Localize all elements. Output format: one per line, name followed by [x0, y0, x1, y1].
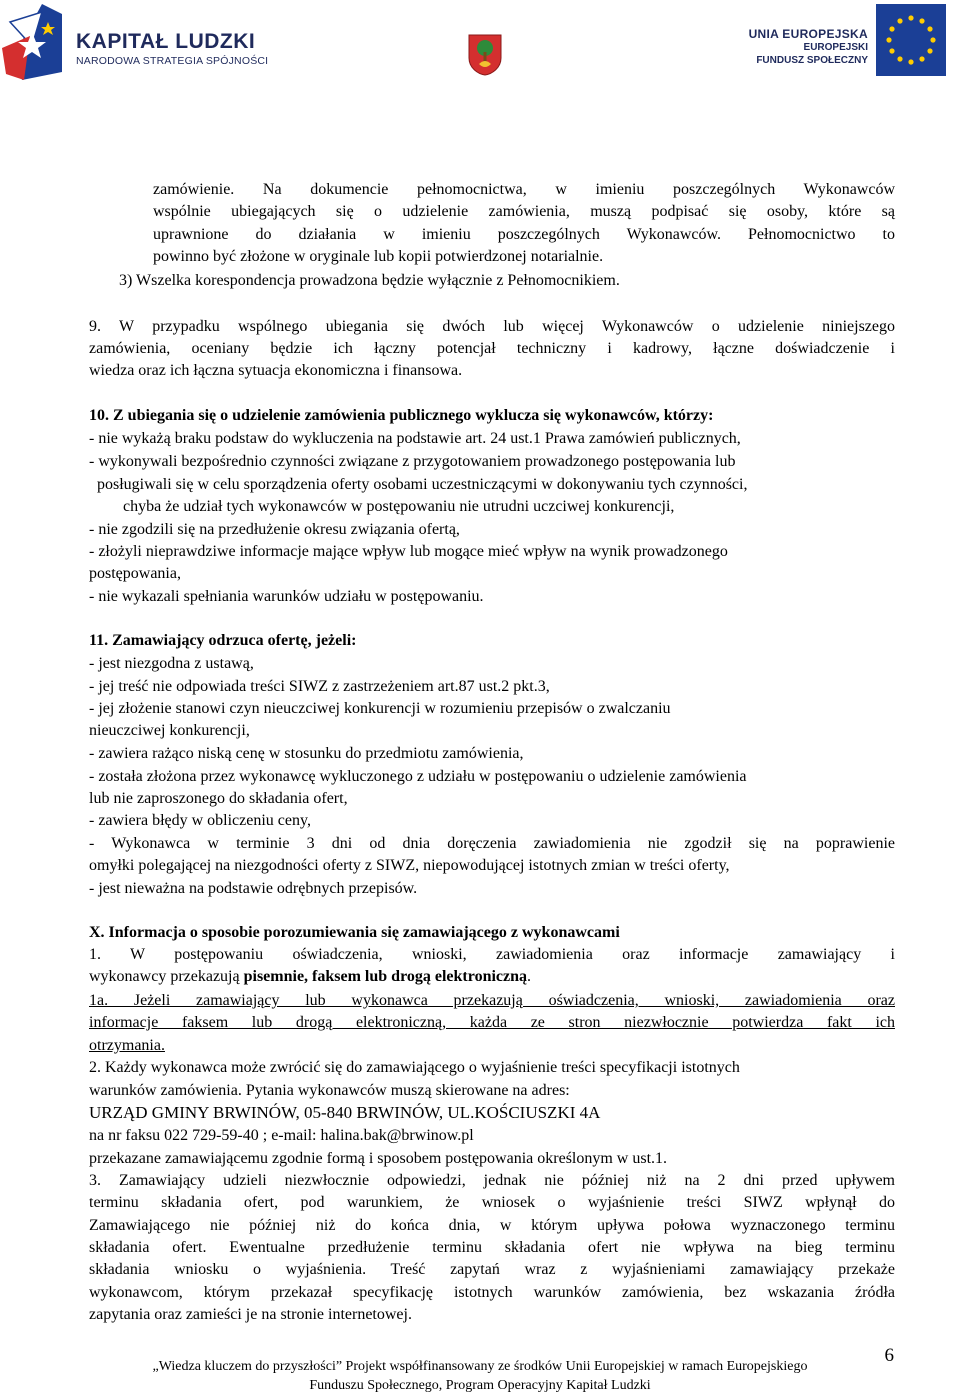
page-number: 6 — [884, 1345, 894, 1366]
kapital-ludzki-subtitle: NARODOWA STRATEGIA SPÓJNOŚCI — [76, 55, 269, 67]
s11-line-10: omyłki polegającej na niezgodności oferty z SIWZ, niepowodującej istotnych zmian w treści oferty, — [89, 857, 730, 874]
sX-p2-line-1: 2. Każdy wykonawca może zwrócić się do zamawiającego o wyjaśnienie treści specyfikacji istotnych — [89, 1059, 740, 1076]
sX-p1-line-2 — [89, 966, 531, 988]
s10-line-5: - nie zgodzili się na przedłużenie okresu związania ofertą, — [89, 521, 460, 538]
s10-heading: 10. Z ubiegania się o udzielenie zamówienia publicznego wyklucza się wykonawców, którzy: — [89, 407, 714, 424]
sX-p3-line-2: terminu składania ofert, pod warunkiem, że wniosek o wyjaśnienie treści SIWZ wpłynął do — [89, 1194, 895, 1211]
s11-line-6: - została złożona przez wykonawcę wykluczonego z udziału w postępowaniu o udzielenie zamówienia — [89, 768, 747, 785]
sX-p1-line-2-a: wykonawcy przekazują — [89, 968, 244, 985]
s9-line-3: wiedza oraz ich łączna sytuacja ekonomiczna i finansowa. — [89, 362, 463, 379]
s9-line-1: 9. W przypadku wspólnego ubiegania się dwóch lub więcej Wykonawców o udzielenie niniejszego — [89, 318, 895, 335]
eu-line2: EUROPEJSKI — [803, 42, 868, 53]
s10-line-2: - wykonywali bezpośrednio czynności związane z przygotowaniem prowadzonego postępowania lub — [89, 453, 736, 470]
sX-heading: X. Informacja o sposobie porozumiewania się zamawiającego z wykonawcami — [89, 924, 620, 941]
s11-line-4: nieuczciwej konkurencji, — [89, 722, 250, 739]
s10-line-7: postępowania, — [89, 565, 181, 582]
sX-p1a-line-3: otrzymania. — [89, 1037, 165, 1054]
sX-p3-line-3: Zamawiającego nie później niż do końca dnia, w którym upływa połowa wyznaczonego terminu — [89, 1217, 895, 1234]
intro-line-5: 3) Wszelka korespondencja prowadzona będzie wyłącznie z Pełnomocnikiem. — [119, 272, 620, 289]
s11-line-11: - jest nieważna na podstawie odrębnych przepisów. — [89, 880, 418, 897]
sX-p2-line-2: warunków zamówienia. Pytania wykonawców muszą skierowane na adres: — [89, 1082, 570, 1099]
sX-p1-line-2-c: . — [527, 968, 532, 985]
s10-line-6: - złożyli nieprawdziwe informacje mające wpływ lub mogące mieć wpływ na wynik prowadzonego — [89, 543, 728, 560]
s10-line-1: - nie wykażą braku podstaw do wykluczenia na podstawie art. 24 ust.1 Prawa zamówień publicznych, — [89, 430, 741, 447]
sX-p1a-line-2: informacje faksem lub drogą elektroniczną, każda ze stron niezwłocznie potwierdza fakt ich — [89, 1014, 895, 1031]
footer-line-1: „Wiedza kluczem do przyszłości” Projekt współfinansowany ze środków Unii Europejskiej w ramach Europejskiego — [152, 1359, 808, 1374]
eu-fund-text — [749, 28, 868, 67]
sX-p3-line-7: zapytania oraz zamieści je na stronie internetowej. — [89, 1306, 412, 1323]
sX-p1-line-2-bold: pisemnie, faksem lub drogą elektroniczną — [243, 968, 528, 985]
intro-line-4: powinno być złożone w oryginale lub kopii potwierdzonej notarialnie. — [153, 248, 604, 265]
eu-title: UNIA EUROPEJSKA — [748, 27, 868, 41]
intro-line-1: zamówienie. Na dokumencie pełnomocnictwa, w imieniu poszczególnych Wykonawców — [153, 181, 895, 198]
page-header — [0, 0, 960, 85]
kapital-ludzki-logo-icon — [2, 2, 64, 82]
sX-p2-line-5: przekazane zamawiającemu zgodnie formą i sposobem postępowania określonym w ust.1. — [89, 1150, 668, 1167]
sX-p3-line-6: wykonawcom, którym przekazał specyfikację istotnych warunków zamówienia, bez wskazania źródła — [89, 1284, 895, 1301]
sX-p3-line-5: składania wniosku o wyjaśnienia. Treść zapytań wraz z wyjaśnieniami zamawiający przekaże — [89, 1261, 895, 1278]
sX-p2-contact: na nr faksu 022 729-59-40 ; e-mail: halina.bak@brwinow.pl — [89, 1127, 474, 1144]
s11-line-8: - zawiera błędy w obliczeniu ceny, — [89, 812, 311, 829]
s10-line-8: - nie wykazali spełniania warunków udziału w postępowaniu. — [89, 588, 484, 605]
intro-line-3: uprawnione do działania w imieniu poszczególnych Wykonawców. Pełnomocnictwo to — [153, 226, 895, 243]
s10-line-3: posługiwali się w celu sporządzenia oferty osobami uczestniczącymi w dokonywaniu tych czynności, — [97, 476, 748, 493]
footer-line-2: Funduszu Społecznego, Program Operacyjny Kapitał Ludzki — [309, 1378, 651, 1393]
sX-p1a-line-1: 1a. Jeżeli zamawiający lub wykonawca przekazują oświadczenia, wnioski, zawiadomienia oraz — [89, 992, 895, 1009]
s11-line-3: - jej złożenie stanowi czyn nieuczciwej konkurencji w rozumieniu przepisów o zwalczaniu — [89, 700, 671, 717]
s11-line-5: - zawiera rażąco niską cenę w stosunku do przedmiotu zamówienia, — [89, 745, 524, 762]
s9-line-2: zamówienia, oceniany będzie ich łączny potencjał techniczny i kadrowy, łączne doświadczenie i — [89, 340, 895, 357]
s11-line-2: - jej treść nie odpowiada treści SIWZ z zastrzeżeniem art.87 ust.2 pkt.3, — [89, 678, 550, 695]
s11-line-1: - jest niezgodna z ustawą, — [89, 655, 254, 672]
kapital-ludzki-title: KAPITAŁ LUDZKI — [76, 30, 256, 53]
sX-p1-line-1: 1. W postępowaniu oświadczenia, wnioski, zawiadomienia oraz informacje zamawiający i — [89, 946, 895, 963]
eu-line3: FUNDUSZ SPOŁECZNY — [756, 55, 868, 66]
municipal-crest-icon — [468, 34, 502, 76]
s11-line-7: lub nie zaproszonego do składania ofert, — [89, 790, 348, 807]
sX-p3-line-1: 3. Zamawiający udzieli niezwłocznie odpowiedzi, jednak nie później niż na 2 dni przed upływem — [89, 1172, 895, 1189]
intro-line-2: wspólnie ubiegających się o udzielenie zamówienia, muszą podpisać się osoby, które są — [153, 203, 895, 220]
s11-heading: 11. Zamawiający odrzuca ofertę, jeżeli: — [89, 632, 357, 649]
eu-flag-icon — [876, 4, 946, 76]
sX-p2-address: URZĄD GMINY BRWINÓW, 05-840 BRWINÓW, UL.KOŚCIUSZKI 4A — [89, 1103, 601, 1122]
s10-line-4: chyba że udział tych wykonawców w postępowaniu nie utrudni uczciwej konkurencji, — [123, 498, 675, 515]
s11-line-9: - Wykonawca w terminie 3 dni od dnia doręczenia zawiadomienia nie zgodził się na poprawienie — [89, 835, 895, 852]
sX-p3-line-4: składania ofert. Ewentualne przedłużenie terminu składania ofert nie wpływa na bieg terminu — [89, 1239, 895, 1256]
